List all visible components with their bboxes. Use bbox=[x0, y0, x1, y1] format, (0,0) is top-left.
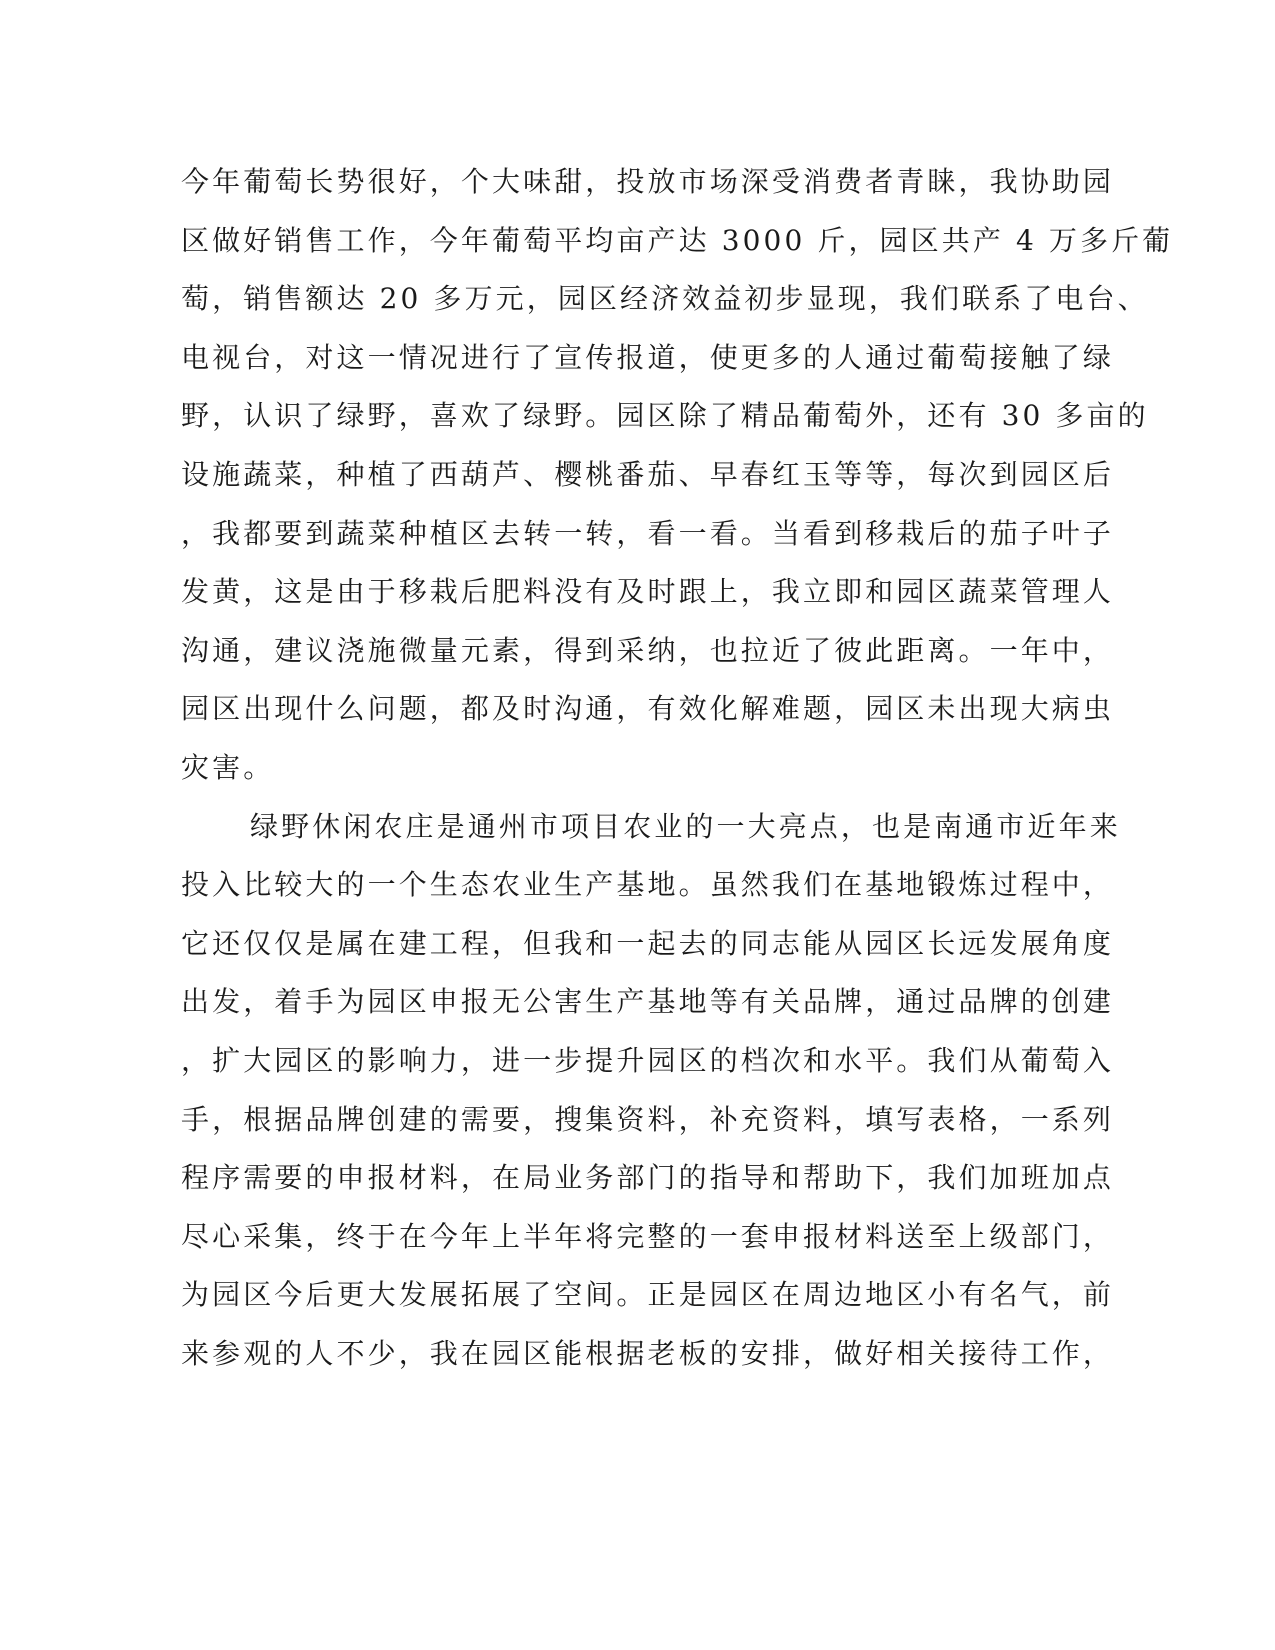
document-body bbox=[181, 159, 1174, 1389]
text-line: 灾害。 bbox=[181, 750, 275, 784]
text-line: 设施蔬菜，种植了西葫芦、樱桃番茄、早春红玉等等，每次到园区后 bbox=[181, 457, 1115, 491]
paragraph-1 bbox=[181, 159, 1174, 804]
text-line: 区做好销售工作，今年葡萄平均亩产达 3000 斤，园区共产 4 万多斤葡 bbox=[181, 223, 1174, 257]
text-line: 发黄，这是由于移栽后肥料没有及时跟上，我立即和园区蔬菜管理人 bbox=[181, 575, 1115, 609]
paragraph-2 bbox=[181, 804, 1121, 1390]
text-line: 它还仅仅是属在建工程，但我和一起去的同志能从园区长远发展角度 bbox=[181, 926, 1115, 960]
text-line: 程序需要的申报材料，在局业务部门的指导和帮助下，我们加班加点 bbox=[181, 1161, 1115, 1195]
text-line: 手，根据品牌创建的需要，搜集资料，补充资料，填写表格，一系列 bbox=[181, 1102, 1115, 1136]
text-line-indented: 绿野休闲农庄是通州市项目农业的一大亮点，也是南通市近年来 bbox=[250, 809, 1121, 843]
text-line: 电视台，对这一情况进行了宣传报道，使更多的人通过葡萄接触了绿 bbox=[181, 340, 1115, 374]
text-line: 今年葡萄长势很好，个大味甜，投放市场深受消费者青睐，我协助园 bbox=[181, 165, 1115, 198]
text-line: 出发，着手为园区申报无公害生产基地等有关品牌，通过品牌的创建 bbox=[181, 985, 1115, 1019]
text-line: 萄，销售额达 20 多万元，园区经济效益初步显现，我们联系了电台、 bbox=[181, 282, 1149, 316]
text-line: 为园区今后更大发展拓展了空间。正是园区在周边地区小有名气，前 bbox=[181, 1278, 1115, 1312]
text-line: ，我都要到蔬菜种植区去转一转，看一看。当看到移栽后的茄子叶子 bbox=[181, 516, 1115, 550]
text-line: 尽心采集，终于在今年上半年将完整的一套申报材料送至上级部门， bbox=[181, 1219, 1115, 1253]
text-line: 野，认识了绿野，喜欢了绿野。园区除了精品葡萄外，还有 30 多亩的 bbox=[181, 399, 1149, 433]
text-line: 投入比较大的一个生态农业生产基地。虽然我们在基地锻炼过程中， bbox=[181, 868, 1115, 902]
text-line: 沟通，建议浇施微量元素，得到采纳，也拉近了彼此距离。一年中， bbox=[181, 633, 1115, 667]
text-line: 园区出现什么问题，都及时沟通，有效化解难题，园区未出现大病虫 bbox=[181, 692, 1115, 726]
text-line: ，扩大园区的影响力，进一步提升园区的档次和水平。我们从葡萄入 bbox=[181, 1043, 1115, 1077]
text-line: 来参观的人不少，我在园区能根据老板的安排，做好相关接待工作， bbox=[181, 1336, 1115, 1370]
